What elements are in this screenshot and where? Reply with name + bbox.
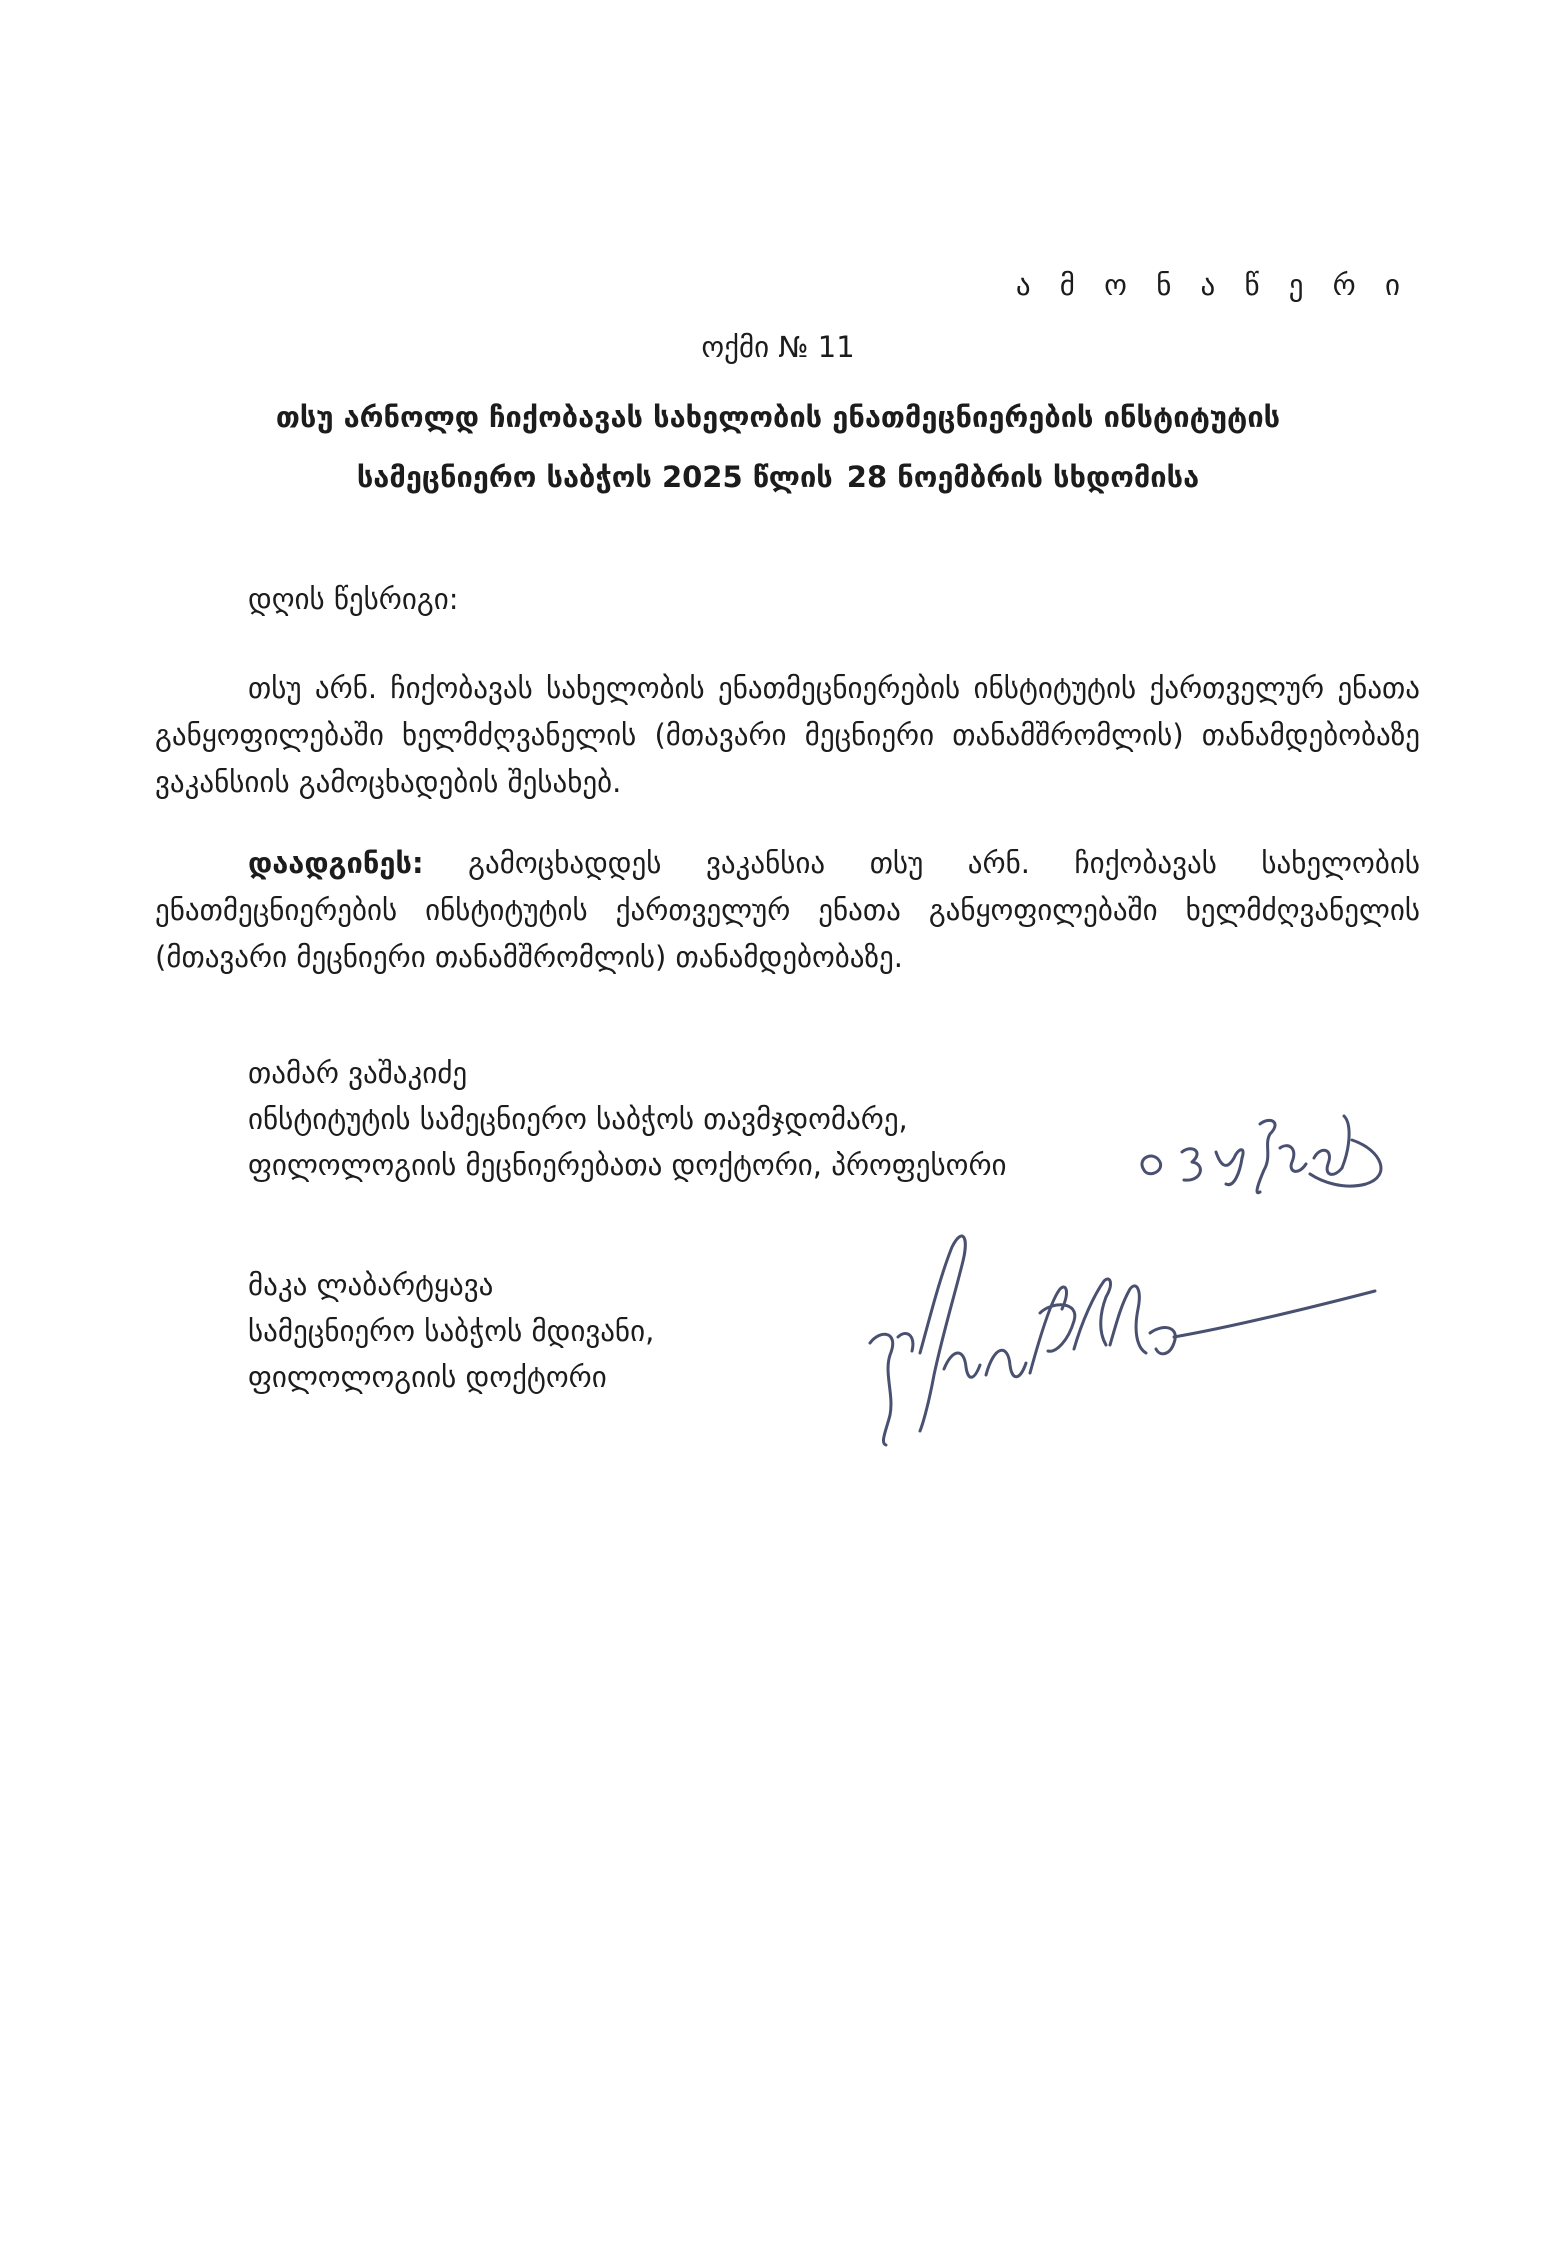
- signer-secretary: [248, 1262, 654, 1400]
- resolution-label: დაადგინეს:: [248, 846, 424, 880]
- signer-degree: ფილოლოგიის მეცნიერებათა დოქტორი, პროფესორი: [248, 1148, 1007, 1182]
- signer-name: თამარ ვაშაკიძე: [248, 1056, 468, 1090]
- agenda-text: თსუ არნ. ჩიქობავას სახელობის ენათმეცნიერების ინსტიტუტის ქართველურ ენათა განყოფილებაში ხელმძღვანელის (მთავარი მეცნიერი თანამშრომლის) თანამდებობაზე ვაკანსიის გამოცხადების შესახებ.: [155, 671, 1420, 799]
- signer-chairperson: [248, 1050, 1007, 1188]
- resolution-text: გამოცხადდეს ვაკანსია თსუ არნ. ჩიქობავას სახელობის ენათმეცნიერების ინსტიტუტის ქართველურ ენათა განყოფილებაში ხელმძღვანელის (მთავარი მეცნიერი თანამშრომლის) თანამდებობაზე.: [155, 846, 1420, 974]
- extract-label: ა მ ო ნ ა წ ე რ ი: [1015, 268, 1410, 302]
- signer-degree: ფილოლოგიის დოქტორი: [248, 1360, 607, 1394]
- document-title-line-2: [0, 460, 1556, 494]
- signer-position: ინსტიტუტის სამეცნიერო საბჭოს თავმჯდომარე,: [248, 1102, 908, 1136]
- meeting-date: 28 ნოემბრის სხდომისა: [846, 460, 1200, 494]
- meeting-year: სამეცნიერო საბჭოს 2025 წლის: [356, 460, 833, 494]
- resolution-paragraph: [155, 840, 1420, 981]
- secretary-signature-image: [860, 1225, 1380, 1455]
- signer-name: მაკა ლაბარტყავა: [248, 1268, 494, 1302]
- chairperson-signature-image: [1130, 1100, 1400, 1220]
- document-title-line-1: თსუ არნოლდ ჩიქობავას სახელობის ენათმეცნიერების ინსტიტუტის: [275, 400, 1281, 434]
- agenda-heading: დღის წესრიგი:: [248, 582, 459, 616]
- protocol-number: ოქმი № 11: [701, 330, 855, 364]
- signer-position: სამეცნიერო საბჭოს მდივანი,: [248, 1314, 655, 1348]
- agenda-paragraph: [155, 665, 1420, 806]
